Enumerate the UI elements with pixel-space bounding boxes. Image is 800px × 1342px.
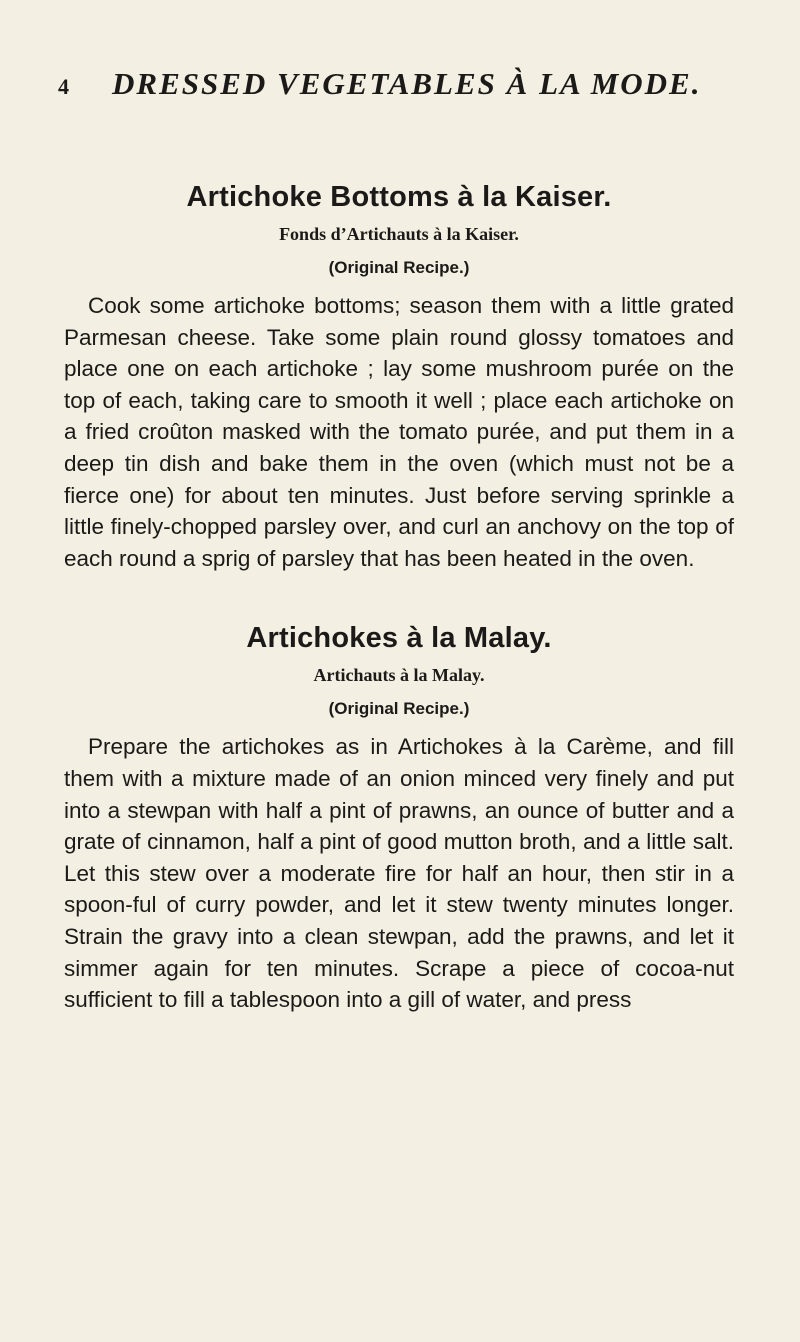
recipe-source-note: (Original Recipe.)	[328, 699, 470, 719]
running-head	[58, 66, 734, 102]
recipe-artichoke-bottoms-kaiser	[64, 181, 734, 574]
recipe-title: Artichoke Bottoms à la Kaiser.	[186, 181, 612, 213]
recipe-french-title: Fonds d’Artichauts à la Kaiser.	[279, 224, 519, 244]
recipe-body: Cook some artichoke bottoms; season them with a little grated Parmesan cheese. Take some plain round glossy tomatoes and place one on each artichoke ; lay some mushroom purée on the top of each, taking care to smooth it well ; place each artichoke on a fried croûton masked with the tomato purée, and put them in a deep tin dish and bake them in the oven (which must not be a fierce one) for about ten minutes. Just before serving sprinkle a little finely-chopped parsley over, and curl an anchovy on the top of each round a sprig of parsley that has been heated in the oven.	[64, 293, 734, 571]
recipe-body: Prepare the artichokes as in Artichokes à la Carème, and fill them with a mixture made of an onion minced very finely and put into a stewpan with half a pint of prawns, an ounce of butter and a grate of cinnamon, half a pint of good mutton broth, and a little salt. Let this stew over a moderate fire for half an hour, then stir in a spoon-ful of curry powder, and let it stew twenty minutes longer. Strain the gravy into a clean stewpan, add the prawns, and let it simmer again for ten minutes. Scrape a piece of cocoa-nut sufficient to fill a tablespoon into a gill of water, and press	[64, 734, 734, 1013]
recipe-artichokes-malay	[64, 622, 734, 1015]
recipe-source-note: (Original Recipe.)	[328, 258, 470, 277]
recipe-title: Artichokes à la Malay.	[246, 622, 552, 655]
recipe-french-title: Artichauts à la Malay.	[313, 665, 485, 686]
page-number: 4	[58, 74, 71, 99]
running-title: DRESSED VEGETABLES À LA MODE.	[112, 66, 702, 101]
book-page	[0, 66, 800, 1342]
